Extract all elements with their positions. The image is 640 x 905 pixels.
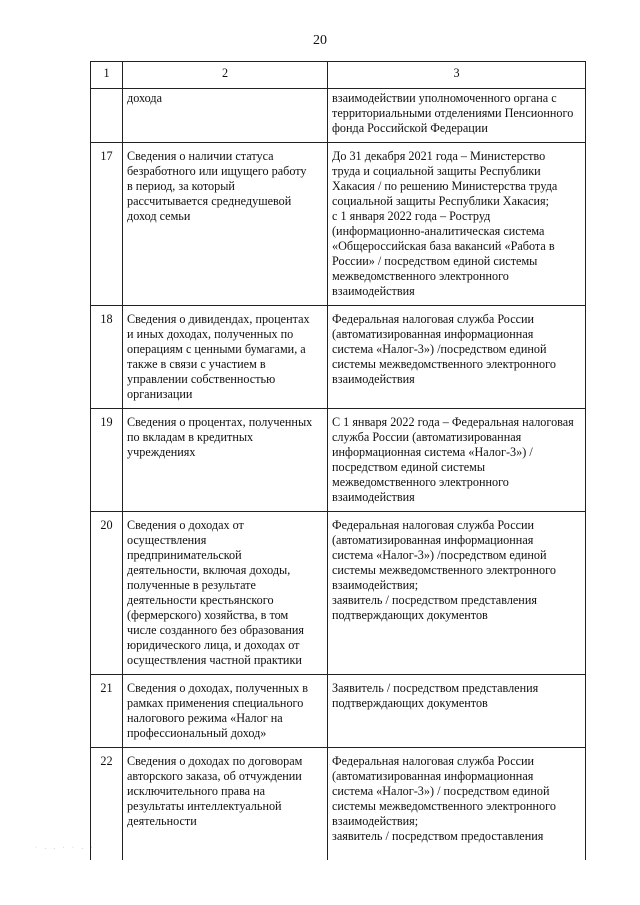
info-line: предпринимательской — [127, 548, 242, 562]
info-line: организации — [127, 387, 193, 401]
source-line: подтверждающих документов — [332, 608, 488, 622]
info-line: юридического лица, и доходах от — [127, 638, 300, 652]
source-line: служба России (автоматизированная — [332, 430, 522, 444]
documents-table — [90, 61, 586, 860]
page-number: 20 — [313, 33, 327, 48]
source-line: взаимодействия; — [332, 814, 419, 828]
info-line: осуществления частной практики — [127, 653, 302, 667]
table-row — [91, 748, 586, 861]
source-line: системы межведомственного электронного — [332, 563, 556, 577]
info-line: Сведения о процентах, полученных — [127, 415, 313, 429]
table-row — [91, 306, 586, 409]
source-line: системы межведомственного электронного — [332, 357, 556, 371]
info-line: Сведения о доходах, полученных в — [127, 681, 308, 695]
source-line: взаимодействия — [332, 284, 415, 298]
header-col-3: 3 — [328, 62, 586, 89]
row-number: 22 — [91, 748, 123, 861]
source-line: (информационно-аналитическая система — [332, 224, 545, 238]
info-cell — [123, 306, 328, 409]
row-number — [91, 89, 123, 143]
info-line: Сведения о доходах от — [127, 518, 244, 532]
info-cell — [123, 512, 328, 675]
info-line: доход семьи — [127, 209, 191, 223]
source-line: социальной защиты Республики Хакасия; — [332, 194, 550, 208]
source-line: фонда Российской Федерации — [332, 121, 488, 135]
info-line: рамках применения специального — [127, 696, 304, 710]
info-line: Сведения о наличии статуса — [127, 149, 274, 163]
source-line: посредством единой системы — [332, 460, 486, 474]
info-line: полученные в результате — [127, 578, 256, 592]
table-row — [91, 89, 586, 143]
source-line: информационная система «Налог-3») / — [332, 445, 533, 459]
scan-artifact: · . . · · . · — [35, 845, 96, 851]
table-row — [91, 675, 586, 748]
table-row — [91, 512, 586, 675]
row-number: 19 — [91, 409, 123, 512]
info-line: управлении собственностью — [127, 372, 276, 386]
source-line: Хакасия / по решению Министерства труда — [332, 179, 558, 193]
table-header-row — [91, 62, 586, 89]
source-cell — [328, 143, 586, 306]
info-line: учреждениях — [127, 445, 196, 459]
info-line: деятельности, включая доходы, — [127, 563, 291, 577]
source-line: система «Налог-3») / посредством единой — [332, 784, 550, 798]
source-line: России» / посредством единой системы — [332, 254, 538, 268]
info-line: также в связи с участием в — [127, 357, 266, 371]
info-line: деятельности — [127, 814, 197, 828]
source-line: территориальными отделениями Пенсионного — [332, 106, 574, 120]
source-line: труда и социальной защиты Республики — [332, 164, 541, 178]
source-line: Федеральная налоговая служба России — [332, 312, 535, 326]
info-line: рассчитывается среднедушевой — [127, 194, 292, 208]
source-line: До 31 декабря 2021 года – Министерство — [332, 149, 546, 163]
source-line: подтверждающих документов — [332, 696, 488, 710]
source-line: (автоматизированная информационная — [332, 327, 534, 341]
row-number: 21 — [91, 675, 123, 748]
info-line: Сведения о доходах по договорам — [127, 754, 303, 768]
info-cell — [123, 143, 328, 306]
info-line: по вкладам в кредитных — [127, 430, 254, 444]
info-line: и иных доходах, полученных по — [127, 327, 294, 341]
source-line: Федеральная налоговая служба России — [332, 518, 535, 532]
source-line: взаимодействия — [332, 490, 415, 504]
info-line: авторского заказа, об отчуждении — [127, 769, 302, 783]
info-line: в период, за который — [127, 179, 235, 193]
source-line: С 1 января 2022 года – Федеральная налоговая — [332, 415, 574, 429]
info-cell — [123, 409, 328, 512]
source-line: заявитель / посредством предоставления — [332, 829, 544, 843]
source-line: (автоматизированная информационная — [332, 533, 534, 547]
source-line: межведомственного электронного — [332, 269, 509, 283]
header-col-2: 2 — [123, 62, 328, 89]
info-line: Сведения о дивидендах, процентах — [127, 312, 310, 326]
source-line: взаимодействия — [332, 372, 415, 386]
source-line: система «Налог-3») /посредством единой — [332, 342, 547, 356]
source-line: взаимодействия; — [332, 578, 419, 592]
info-line: осуществления — [127, 533, 207, 547]
source-cell — [328, 306, 586, 409]
info-line: числе созданного без образования — [127, 623, 305, 637]
source-line: Федеральная налоговая служба России — [332, 754, 535, 768]
info-line: операциям с ценными бумагами, а — [127, 342, 306, 356]
source-line: межведомственного электронного — [332, 475, 509, 489]
source-line: «Общероссийская база вакансий «Работа в — [332, 239, 555, 253]
source-line: заявитель / посредством представления — [332, 593, 537, 607]
source-line: система «Налог-3») /посредством единой — [332, 548, 547, 562]
info-line: профессиональный доход» — [127, 726, 267, 740]
source-line: (автоматизированная информационная — [332, 769, 534, 783]
source-cell — [328, 748, 586, 861]
table-row — [91, 143, 586, 306]
info-cell — [123, 675, 328, 748]
source-line: Заявитель / посредством представления — [332, 681, 539, 695]
row-number: 18 — [91, 306, 123, 409]
table-row — [91, 409, 586, 512]
info-line: исключительного права на — [127, 784, 266, 798]
row-number: 20 — [91, 512, 123, 675]
info-line: (фермерского) хозяйства, в том — [127, 608, 289, 622]
header-col-1: 1 — [91, 62, 123, 89]
info-line: налогового режима «Налог на — [127, 711, 283, 725]
source-cell — [328, 89, 586, 143]
row-number: 17 — [91, 143, 123, 306]
source-cell — [328, 512, 586, 675]
info-line: деятельности крестьянского — [127, 593, 274, 607]
source-cell — [328, 409, 586, 512]
info-cell — [123, 748, 328, 861]
source-line: с 1 января 2022 года – Роструд — [332, 209, 491, 223]
info-line: дохода — [127, 91, 162, 105]
info-line: безработного или ищущего работу — [127, 164, 307, 178]
info-line: результаты интеллектуальной — [127, 799, 282, 813]
source-cell — [328, 675, 586, 748]
info-cell — [123, 89, 328, 143]
source-line: системы межведомственного электронного — [332, 799, 556, 813]
source-line: взаимодействии уполномоченного органа с — [332, 91, 557, 105]
